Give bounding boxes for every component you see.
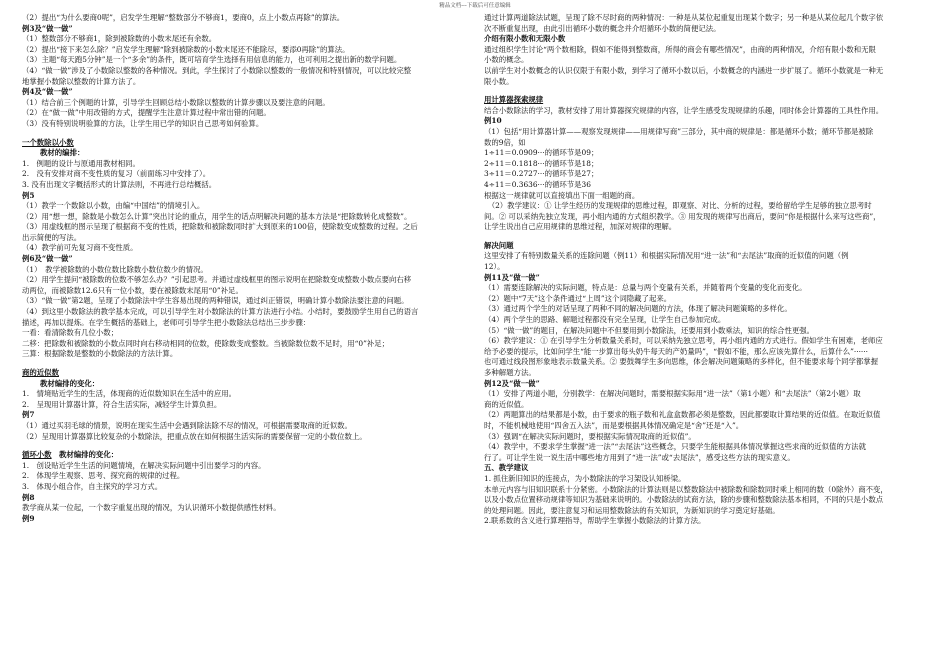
- text-line: 数的9倍，如: [484, 137, 526, 147]
- section-heading: 例12及“做一做”: [484, 378, 540, 388]
- text-line: （3）“做一做”第2题，呈现了小数除法中学生容易出现的两种错误，通过纠正错误，明确计算小数除法要注意的问题。: [22, 296, 409, 306]
- text-line: 限小数。: [484, 76, 514, 86]
- text-line: （3）主题“每天跑5分钟”是一个“多余”的条件，既可培育学生选择有用信息的能力，也可利用之提出新的数学问题。: [22, 55, 402, 65]
- subsection-heading: 教材的编排：: [40, 148, 85, 158]
- topic-title: 一个数除以小数: [22, 137, 74, 147]
- text-line: （4）到这里小数除法的教学基本完成，可以引导学生对小数除法的计算方法进行小结。小结时，要鼓励学生用自己的语言: [22, 307, 419, 317]
- text-line: 二移：把除数和被除数的小数点同时向右移动相同的位数，使除数变成整数。当被除数位数不足时，用“0”补足；: [22, 338, 390, 348]
- text-line: 2. 没有安排对商不变性质的复习（前面练习中安排了）。: [22, 169, 211, 179]
- text-line: 1. 创设贴近学生生活的问题情境，在解决实际问题中引出要学习的内容。: [22, 460, 266, 470]
- text-line: 次不断重复出现，由此引出循环小数的概念并介绍循环小数的简便记法。: [484, 23, 721, 33]
- text-line: 3÷11＝0.2727···的循环节是27；: [484, 169, 599, 179]
- spacer: [484, 233, 932, 241]
- text-line: 12）。: [484, 262, 505, 272]
- text-line: （1）通过买羽毛球的情景，说明在现实生活中会遇到除法除不尽的情况，可根据需要取商的近似数。: [22, 420, 352, 430]
- text-line: 1÷11＝0.0909···的循环节是09；: [484, 148, 599, 158]
- text-line: 通过计算两道除法试题，呈现了除不尽时商的两种情况：一种是从某位起重复出现某个数字；另一种是从某位起几个数字依: [484, 13, 884, 22]
- text-line: （1）包括“用计算器计算——观察发现规律——用规律写商”三部分，其中商的规律是：都是循环小数；循环节都是被除: [484, 126, 874, 136]
- text-line: 1. 例题的设计与原通用教材相同。: [22, 158, 140, 168]
- text-line: （3）用虚线框的图示呈现了根据商不变的性质，把除数和被除数同时扩大到原来的100倍，使除数变成整数的过程。之后: [22, 222, 418, 232]
- text-line: 让学生说出自己应用规律的思维过程，加深对规律的理解。: [484, 222, 677, 232]
- section-heading: 例9: [22, 513, 35, 523]
- text-line: （4）“做一做”涉及了小数除以整数的各种情况。到此，学生探讨了小数除以整数的一般情况和特别情况，可以比较完整: [22, 65, 412, 75]
- text-line: 1. 抓住新旧知识的连接点，为小数除法的学习架设认知桥梁。: [484, 473, 686, 483]
- text-line: 行了。可让学生说一说生活中哪些地方用到了“进一法”或“去尾法”，感受这些方法的现实意义。: [484, 452, 795, 462]
- section-heading: 例4及“做一做”: [22, 87, 73, 97]
- text-line: 多种解题方法。: [484, 368, 536, 377]
- text-line: 三算：根据除数是整数的小数除法的方法计算。: [22, 349, 178, 359]
- text-line: 3. 体现小组合作，自主探究的学习方式。: [22, 481, 163, 491]
- text-line: 动两位，而被除数12.6只有一位小数，要在被除数末尾用“0”补足。: [22, 285, 243, 295]
- text-line: （1）教学一个数除以小数，由编“中国结”的情境引入。: [22, 201, 205, 211]
- text-line: 的处理问题。因此，要注意复习和运用整数除法的有关知识，为新知识的学习奠定好基础。: [484, 505, 780, 515]
- section-heading: 例7: [22, 410, 35, 420]
- text-line: （2）呈现用计算器算比较复杂的小数除法，把重点放在如何根据生活实际的需要保留一定的小数位数上。: [22, 431, 367, 441]
- text-line: （4）教学中，不要求学生掌握“进一法”“去尾法”这些概念，只要学生能根据具体情况掌握这些求商的近似值的方法就: [484, 442, 866, 452]
- section-heading: 例3及“做一做”: [22, 23, 73, 33]
- text-line: （2）提出“接下来怎么除？”启发学生理解“除到被除数的小数末尾还不能除尽，要添0再除”的算法。: [22, 44, 350, 54]
- subsection-heading: 教材编排的变化：: [40, 378, 100, 388]
- right-column: [484, 13, 932, 672]
- text-line: 通过组织学生讨论“两个数相除，假如不能得到整数商，所得的商会有哪些情况”，由商的两种情况，介绍有限小数和无限: [484, 44, 876, 54]
- section-heading: 例6及“做一做”: [22, 254, 73, 264]
- left-column: [22, 13, 452, 672]
- text-line: 以前学生对小数概念的认识仅限于有限小数，到学习了循环小数以后，小数概念的内涵进一步扩展了。循环小数就是一种无: [484, 65, 884, 75]
- section-heading: 例5: [22, 190, 35, 200]
- text-line: 出示简便的写法。: [22, 232, 82, 242]
- text-line: （3）通过两个学生的对话呈现了两种不同的解决问题的方法，体现了解决问题策略的多样化。: [484, 304, 792, 314]
- text-line: 地掌握小数除以整数的计算方法了。: [22, 76, 141, 86]
- text-line: （2）提出“为什么要商0呢”，启发学生理解“整数部分不够商1，要商0，点上小数点再除”的算法。: [22, 13, 345, 22]
- text-line: （1）结合前三个例题的计算，引导学生回顾总结小数除以整数的计算步骤以及要注意的问题。: [22, 97, 330, 107]
- text-line: （6）教学建议：① 在引导学生分析数量关系时，可以采纳先独立思考，再小组内通的方式进行。假如学生有困难，老师应: [484, 336, 883, 346]
- topic-title: 循环小数: [22, 450, 52, 460]
- text-line: （4）两个学生的思路、解题过程都没有完全呈现，让学生自己参加完成。: [484, 315, 726, 325]
- text-line: （2）用学生提问“被除数的位数不够怎么办？”引起思考。并通过虚线框里的图示说明在把除数变成整数小数点要向右移: [22, 275, 412, 285]
- text-line: （1）安排了两道小题，分别教学：在解决问题时，需要根据实际用“进一法”（第1小题）和“去尾法”（第2小题）取: [484, 389, 861, 399]
- text-line: 结合小数除法的学习，教材安排了用计算器探究规律的内容，让学生感受发现规律的乐趣，同时体会计算器的工具性作用。: [484, 105, 884, 115]
- text-line: （2）教学建议：① 让学生经历的发现规律的思维过程，即观察、对比、分析的过程，要给留给学生足够的独立思考时: [484, 201, 872, 211]
- page-header: 精品文档---下载后可任意编辑: [439, 3, 511, 9]
- text-line: （2）用“想一想，除数是小数怎么计算”突出讨论的重点，用学生的话点明解决问题的基本方法是“把除数转化成整数”。: [22, 211, 412, 221]
- text-line: 教学商从某一位起，一个数字重复出现的情况，为认识循环小数提供感性材料。: [22, 503, 281, 513]
- text-line: 描述，再加以提炼。在学生概括的基础上，老师可引导学生把小数除法总结出三步步骤：: [22, 317, 311, 327]
- text-line: 1. 情境贴近学生的生活，体现商的近似数知识在生活中的应用。: [22, 389, 236, 399]
- section-heading: 例8: [22, 492, 35, 502]
- text-line: （5）“做一做”的题目，在解决问题中不但要用到小数除法，还要用到小数乘法，知识的综合性更强。: [484, 325, 815, 335]
- subsection-heading: 教材编排的变化：: [51, 450, 119, 460]
- text-line: （2）两题算出的结果都是小数，由于要求的瓶子数和礼盒盒数都必须是整数，因此都要取计算结果的近似值。在取近似值: [484, 410, 881, 420]
- text-line: 2. 呈现用计算器计算，符合生活实际，减轻学生计算负担。: [22, 399, 222, 409]
- spacer: [22, 442, 452, 450]
- section-heading: 五、教学建议: [484, 463, 529, 473]
- section-heading: 介绍有限小数和无限小数: [484, 34, 566, 44]
- text-line: 间。② 可以采纳先独立发现，再小组内通的方式组织教学。③ 用发现的规律写出商后，要问“你是根据什么来写这些商”，: [484, 211, 881, 221]
- text-line: （1）整数部分不够商1，除到被除数的小数末尾还有余数。: [22, 34, 217, 44]
- text-line: 小数的概念。: [484, 55, 529, 65]
- text-line: 3. 没有出现文字概括形式的计算法则，不再进行总结概括。: [22, 179, 217, 189]
- text-line: 2÷11＝0.1818···的循环节是18；: [484, 158, 599, 168]
- spacer: [22, 360, 452, 368]
- text-line: （3）强调“在解决实际问题时，要根据实际情况取商的近似值”。: [484, 431, 696, 441]
- text-line: （3）没有特别说明验算的方法，让学生用已学的知识自己思考如何验算。: [22, 118, 264, 128]
- section-heading: 解决问题: [484, 240, 514, 250]
- text-line: 根据这一规律就可以直接填出下面一组题的商。: [484, 190, 640, 200]
- text-line: 本单元内容与旧知识联系十分紧密。小数除法的计算法则是以整数除法中被除数和除数同时乘上相同的数（0除外）商不变，: [484, 484, 888, 494]
- text-line: 以及小数点位置移动规律等知识为基础来说明的。小数除法的试商方法，除的步骤和整数除法基本相同，不同的只是小数点: [484, 495, 884, 505]
- text-line: 4÷11＝0.3636···的循环节是36: [484, 179, 591, 189]
- topic-title: 用计算器探索规律: [484, 95, 544, 105]
- text-line: （2）题中“7天”这个条件通过“上周”这个词隐藏了起来。: [484, 293, 672, 303]
- spacer: [22, 130, 452, 138]
- text-line: 时，不能机械地使用“四舍五入法”，而是要根据具体情况确定是“舍”还是“入”。: [484, 420, 744, 430]
- section-heading: 例11及“做一做”: [484, 272, 540, 282]
- text-line: 这里安排了有特别数量关系的连除问题（例11）和根据实际情况用“进一法”和“去尾法”取商的近似值的问题（例: [484, 251, 849, 261]
- text-line: （1） 教学被除数的小数位数比除数小数位数少的情况。: [22, 264, 208, 274]
- text-line: 2. 体现学生观察、思考、探究商的规律的过程。: [22, 471, 185, 481]
- text-line: 给予必要的提示，比如问学生“能一步算出每头奶牛每天的产奶量吗”，“假如不能，那么应该先算什么，后算什么”······: [484, 346, 868, 356]
- text-line: （4）教学前可先复习商不变性质。: [22, 243, 138, 253]
- section-heading: 例10: [484, 116, 502, 126]
- text-line: 2.联系数的含义进行算理指导，帮助学生掌握小数除法的计算方法。: [484, 516, 706, 526]
- topic-title-line: [22, 450, 452, 461]
- topic-title: 商的近似数: [22, 368, 59, 377]
- text-line: 商的近似值。: [484, 399, 529, 409]
- text-line: （2）在“做一做”中用改错的方式，提醒学生注意计算过程中常出错的问题。: [22, 108, 271, 118]
- text-line: （1）需要连除解决的实际问题，特点是：总量与两个变量有关系，并随着两个变量的变化而变化。: [484, 283, 807, 293]
- text-line: 一看：看清除数有几位小数；: [22, 328, 119, 338]
- text-line: 也可通过线段图形象地表示数量关系。② 要鼓舞学生多向思维，体会解决问题策略的多样化，但不能要求每个同学都掌握: [484, 357, 879, 367]
- spacer: [484, 87, 932, 95]
